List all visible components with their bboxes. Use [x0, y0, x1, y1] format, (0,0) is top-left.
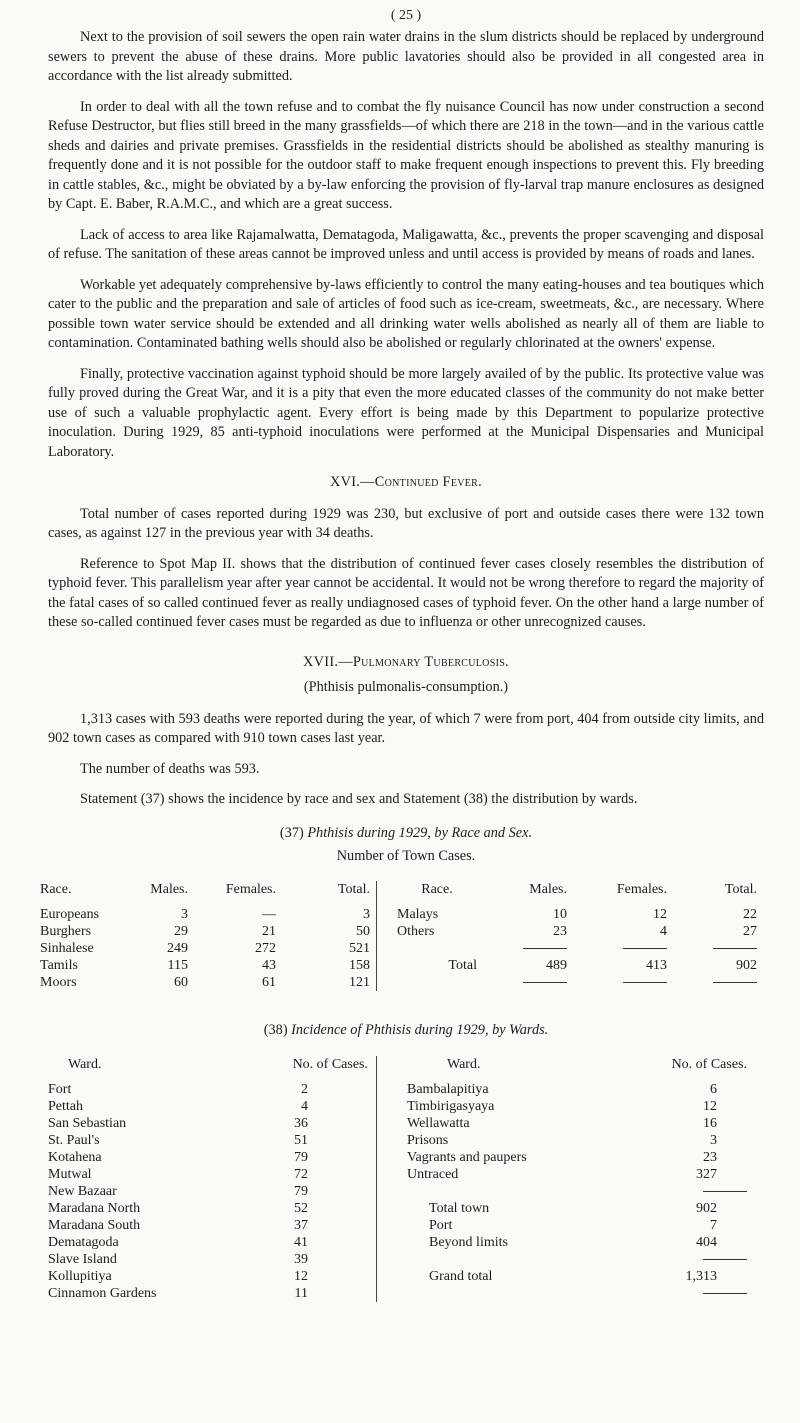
table-cell: Sinhalese: [40, 940, 94, 956]
table-cell: Fort: [48, 1082, 72, 1097]
divider: [523, 948, 567, 949]
total-row: [407, 1200, 747, 1217]
table-cell: Prisons: [407, 1133, 449, 1148]
table-row: [407, 1081, 747, 1098]
table-row: [48, 1115, 368, 1132]
table-cell: 29: [174, 923, 188, 939]
table-cell: Europeans: [40, 906, 100, 922]
table-row: [407, 1098, 747, 1115]
table-cell: 37: [294, 1218, 308, 1233]
rule-row: [407, 1285, 747, 1302]
table-cell: 121: [349, 974, 370, 990]
table-cell: 902: [696, 1201, 717, 1216]
paragraph: 1,313 cases with 593 deaths were reported during the year, of which 7 were from port, 404 from outside city limits, and 902 town cases as compared with 910 town cases last year.: [48, 710, 764, 746]
section-16-heading: XVI.—Continued Fever.: [330, 474, 482, 490]
divider: [713, 982, 757, 983]
table-cell: Port: [429, 1218, 453, 1233]
table-cell: 6: [710, 1082, 717, 1097]
paragraph: The number of deaths was 593.: [80, 760, 260, 777]
table-cell: 41: [294, 1235, 308, 1250]
table-cell: Cinnamon Gardens: [48, 1286, 157, 1301]
rule-row: [397, 974, 757, 991]
table-row: [48, 1285, 368, 1302]
table-cell: 12: [653, 906, 667, 922]
table-cell: 21: [262, 923, 276, 939]
table-row: [48, 1268, 368, 1285]
table-cell: Malays: [397, 906, 439, 922]
table-row: [407, 1115, 747, 1132]
table-cell: 272: [255, 940, 276, 956]
table-cell: 489: [546, 957, 567, 973]
table-row: [48, 1166, 368, 1183]
divider: [703, 1293, 747, 1294]
grand-total-row: [407, 1268, 747, 1285]
table-header: Race. Males. Females. Total.: [40, 881, 370, 897]
statement-37-subtitle: Number of Town Cases.: [336, 848, 476, 864]
rule-row: [407, 1251, 747, 1268]
table-cell: 3: [363, 906, 370, 922]
table-header: Ward. No. of Cases.: [447, 1057, 747, 1072]
table-cell: Moors: [40, 974, 77, 990]
table-row: [48, 1217, 368, 1234]
table-row: [40, 940, 370, 957]
table-cell: 12: [294, 1269, 308, 1284]
table-cell: 521: [349, 940, 370, 956]
table-row: [48, 1183, 368, 1200]
table-cell: Untraced: [407, 1167, 459, 1182]
statement-38-table: [48, 1056, 764, 1302]
section-17-subtitle: (Phthisis pulmonalis-consumption.): [303, 679, 509, 695]
table-cell: —: [262, 906, 276, 922]
table-cell: Wellawatta: [407, 1116, 470, 1131]
table-cell: 79: [294, 1184, 308, 1199]
table-cell: 10: [553, 906, 567, 922]
table-cell: Maradana North: [48, 1201, 141, 1216]
table-row: [48, 1132, 368, 1149]
table-cell: 61: [262, 974, 276, 990]
table-cell: Total: [448, 957, 477, 973]
table-row: [407, 1149, 747, 1166]
table-row: [40, 923, 370, 940]
divider: [623, 982, 667, 983]
table-cell: Grand total: [429, 1269, 493, 1284]
table-cell: 11: [294, 1286, 308, 1301]
table-cell: 72: [294, 1167, 308, 1182]
table-cell: 249: [167, 940, 188, 956]
table-cell: Pettah: [48, 1099, 83, 1114]
table-cell: Mutwal: [48, 1167, 92, 1182]
paragraph: Workable yet adequately comprehensive by-laws efficiently to control the many eating-houses and tea boutiques which cater to the public and the preparation and sale of articles of food such as ice-cream, sweetmeats, &c., are necessary. Where possible town water service should be extended and all drinking water wells abolished as nearly all of them are liable to contamination. Contaminated bathing wells should also be abolished or regularly chlorinated at the owners' expense.: [48, 276, 764, 351]
table-cell: Others: [397, 923, 435, 939]
table-cell: 1,313: [685, 1269, 717, 1284]
table-cell: 902: [736, 957, 757, 973]
table-cell: 51: [294, 1133, 308, 1148]
table-cell: Slave Island: [48, 1252, 117, 1267]
statement-38-title: (38) Incidence of Phthisis during 1929, by Wards.: [263, 1021, 549, 1038]
table-cell: 52: [294, 1201, 308, 1216]
table-row: [48, 1234, 368, 1251]
table-cell: 27: [743, 923, 757, 939]
total-row: [397, 957, 757, 974]
table-row: [407, 1132, 747, 1149]
statement-38-left: [48, 1056, 377, 1302]
statement-37-right: [377, 881, 757, 991]
table-cell: 16: [703, 1116, 717, 1131]
table-row: [48, 1098, 368, 1115]
table-header: Race. Males. Females. Total.: [421, 881, 757, 897]
paragraph: Finally, protective vaccination against typhoid should be more largely availed of by the public. Its protective value was fully proved during the Great War, and it is a pity that even the more educated classes of the community do not make better use of such a valuable prophylactic agent. Every effort is being made by this Department to popularize protective inoculation. During 1929, 85 anti-typhoid inoculations were performed at the Municipal Dispensaries and Municipal Laboratory.: [48, 365, 764, 460]
table-cell: 115: [167, 957, 188, 973]
table-cell: 36: [294, 1116, 308, 1131]
table-row: [48, 1200, 368, 1217]
table-cell: Vagrants and paupers: [407, 1150, 527, 1165]
table-cell: 23: [553, 923, 567, 939]
statement-37-left: [40, 881, 377, 991]
table-cell: Total town: [429, 1201, 490, 1216]
table-cell: Timbirigasyaya: [407, 1099, 495, 1114]
paragraph: In order to deal with all the town refuse and to combat the fly nuisance Council has now under construction a second Refuse Destructor, but flies still breed in the many grassfields—of which there are 218 in the town—and in the various cattle sheds and dairies and private premises. Grassfields in the residential districts should be abolished as stealthy manuring is frequently done and it is not possible for the outdoor staff to make frequent enough inspections to prevent this. Fly breeding in cattle stables, &c., might be obviated by a by-law enforcing the provision of fly-larval trap manure enclosures as designed by Capt. E. Baber, R.A.M.C., and which are a great success.: [48, 98, 764, 212]
statement-38-right: [377, 1056, 747, 1302]
divider: [713, 948, 757, 949]
table-cell: 23: [703, 1150, 717, 1165]
table-row: [397, 923, 757, 940]
table-cell: Dematagoda: [48, 1235, 119, 1250]
table-cell: Beyond limits: [429, 1235, 508, 1250]
total-row: [407, 1217, 747, 1234]
table-cell: Kotahena: [48, 1150, 102, 1165]
table-cell: 3: [181, 906, 188, 922]
table-cell: St. Paul's: [48, 1133, 100, 1148]
table-row: [40, 957, 370, 974]
document-page: [40, 0, 764, 1302]
table-cell: 2: [301, 1082, 308, 1097]
table-cell: 22: [743, 906, 757, 922]
table-cell: Bambalapitiya: [407, 1082, 489, 1097]
page-number: ( 25 ): [390, 8, 422, 23]
divider: [703, 1191, 747, 1192]
table-row: [397, 906, 757, 923]
table-cell: Kollupitiya: [48, 1269, 112, 1284]
table-row: [40, 906, 370, 923]
divider: [703, 1259, 747, 1260]
table-cell: Maradana South: [48, 1218, 141, 1233]
table-row: [40, 974, 370, 991]
table-row: [48, 1081, 368, 1098]
table-cell: 327: [696, 1167, 717, 1182]
rule-row: [397, 940, 757, 957]
table-cell: 7: [710, 1218, 717, 1233]
table-cell: 413: [646, 957, 667, 973]
paragraph: Reference to Spot Map II. shows that the distribution of continued fever cases closely resembles the distribution of typhoid fever. This parallelism year after year cannot be accidental. It would not be wrong therefore to regard the majority of the fatal cases of so called continued fever as really undiagnosed cases of typhoid fever. On the other hand a large number of these so-called continued fever cases must be regarded as due to influenza or other unrecognized causes.: [48, 555, 764, 630]
rule-row: [407, 1183, 747, 1200]
table-row: [407, 1166, 747, 1183]
total-row: [407, 1234, 747, 1251]
paragraph: Total number of cases reported during 1929 was 230, but exclusive of port and outside cases there were 132 town cases, as against 127 in the previous year with 34 deaths.: [48, 505, 764, 541]
divider: [523, 982, 567, 983]
table-header: Ward. No. of Cases.: [68, 1057, 368, 1072]
table-cell: 158: [349, 957, 370, 973]
table-cell: San Sebastian: [48, 1116, 127, 1131]
table-cell: 404: [696, 1235, 717, 1250]
table-cell: Tamils: [40, 957, 78, 973]
statement-37-title: (37) Phthisis during 1929, by Race and Sex.: [279, 824, 533, 841]
table-row: [48, 1149, 368, 1166]
table-cell: 43: [262, 957, 276, 973]
section-17-heading: XVII.—Pulmonary Tuberculosis.: [303, 653, 509, 670]
table-cell: 4: [660, 923, 667, 939]
table-row: [48, 1251, 368, 1268]
statement-37-table: [40, 881, 764, 991]
table-cell: 50: [356, 923, 370, 939]
paragraph: Lack of access to area like Rajamalwatta, Dematagoda, Maligawatta, &c., prevents the proper scavenging and disposal of refuse. The sanitation of these areas cannot be improved unless and until access is provided by means of roads and lanes.: [48, 226, 764, 262]
paragraph: Statement (37) shows the incidence by race and sex and Statement (38) the distribution by wards.: [80, 791, 638, 807]
table-cell: 79: [294, 1150, 308, 1165]
table-cell: 3: [710, 1133, 717, 1148]
table-cell: 4: [301, 1099, 308, 1114]
table-cell: 12: [703, 1099, 717, 1114]
divider: [623, 948, 667, 949]
paragraph: Next to the provision of soil sewers the open rain water drains in the slum districts should be replaced by underground sewers to prevent the abuse of these drains. More public lavatories should also be provided in all congested area in accordance with the list already submitted.: [48, 29, 764, 84]
table-cell: 39: [294, 1252, 308, 1267]
table-cell: New Bazaar: [48, 1184, 117, 1199]
table-cell: 60: [174, 974, 188, 990]
table-cell: Burghers: [40, 923, 92, 939]
